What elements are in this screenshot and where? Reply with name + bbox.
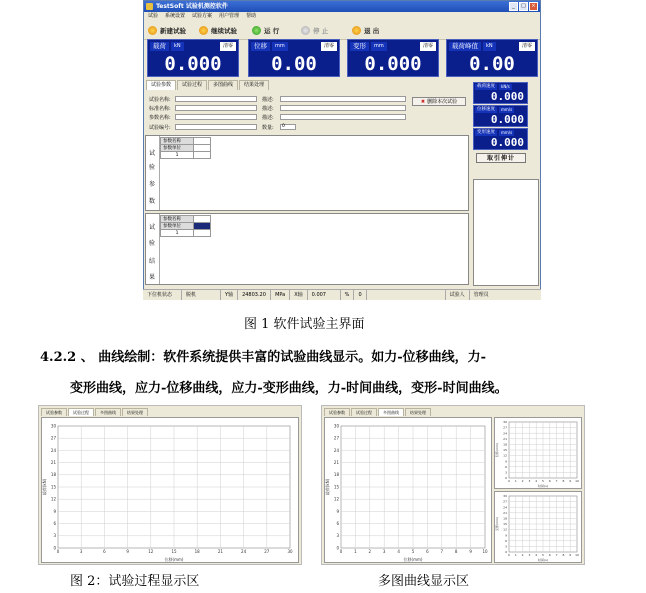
tab-result[interactable]: 结果处理 [239, 80, 269, 90]
y-tick-label: 12 [333, 496, 339, 502]
y-tick-label: 3 [505, 470, 507, 475]
y-tick-label: 24 [50, 447, 56, 453]
tab-test-params[interactable]: 试验参数 [146, 80, 176, 90]
main-tabs [146, 80, 270, 90]
process-display-screenshot [38, 405, 302, 565]
table-cell[interactable] [194, 145, 211, 152]
y-tick-label: 9 [336, 508, 339, 514]
table-cell[interactable] [194, 230, 211, 237]
display-deformation [347, 39, 439, 77]
status-bar [143, 289, 541, 300]
result-preview-area [473, 179, 539, 286]
x-tick-label: 1 [354, 549, 357, 554]
count-label: 数量: [262, 125, 274, 131]
continue-test-label: 继续试验 [211, 26, 237, 35]
y-tick-label: 24 [503, 505, 507, 510]
x-tick-label: 4 [397, 549, 400, 554]
x-tick-label: 10 [575, 553, 579, 557]
desc-input-3[interactable] [280, 114, 406, 120]
multi-top-plot [495, 418, 581, 488]
x-tick-label: 4 [535, 553, 538, 557]
y-tick-label: 24 [503, 431, 507, 436]
x-tick-label: 2 [521, 553, 524, 557]
y-tick-label: 12 [503, 527, 507, 532]
x-tick-label: 6 [548, 479, 551, 483]
stop-icon [301, 26, 310, 35]
tab-test-process[interactable]: 试验过程 [68, 408, 94, 416]
y-tick-label: 9 [505, 459, 507, 464]
x-tick-label: 8 [562, 553, 565, 557]
exit-label: 退 出 [364, 26, 380, 35]
menu-bar [144, 12, 540, 21]
param-table-panel [145, 135, 469, 211]
figure3-caption: 多图曲线显示区 [378, 574, 470, 589]
x-tick-label: 6 [426, 549, 429, 554]
new-test-label: 新建试验 [160, 26, 186, 35]
x-tick-label: 0 [339, 549, 343, 554]
x-axis-label: 位移(mm) [164, 557, 184, 562]
x-tick-label: 3 [528, 553, 531, 557]
display-value: 0.000 [364, 53, 422, 75]
test-name-input[interactable] [175, 96, 257, 102]
status-cell: 试验人 [446, 290, 470, 300]
status-cell [367, 290, 446, 300]
y-tick-label: 30 [503, 494, 507, 499]
side-char: 试 [149, 224, 156, 231]
x-tick-label: 7 [555, 479, 558, 483]
process-plot-area [41, 417, 299, 563]
y-tick-label: 3 [505, 544, 507, 549]
tab-test-process[interactable]: 试验过程 [177, 80, 207, 90]
row-number: 1 [161, 230, 194, 237]
rate-value: 0.000 [490, 136, 524, 149]
menu-system-settings[interactable]: 系统设置 [165, 13, 186, 19]
paragraph-line-2: 变形曲线，应力-位移曲线，应力-变形曲线，力-时间曲线，变形-时间曲线。 [70, 381, 508, 396]
table-cell[interactable] [194, 138, 211, 145]
delete-icon: ✖ [420, 99, 426, 105]
x-axis-label: 时间(s) [538, 558, 548, 562]
field-label-param-name: 参数名称: [149, 115, 171, 121]
multi-curve-screenshot [321, 405, 585, 565]
y-tick-label: 18 [503, 442, 507, 447]
rate-panel-load [473, 82, 528, 104]
title-bar [144, 1, 540, 12]
clear-button[interactable]: 清零 [519, 42, 535, 51]
table-header: 参数名称 [161, 138, 194, 145]
y-axis-label: 位移(mm) [495, 442, 499, 458]
y-tick-label: 12 [50, 496, 56, 502]
field-label-test-number: 试验编号: [149, 125, 171, 131]
tab-multi-curve[interactable]: 多图曲线 [95, 408, 121, 416]
rate-unit: kN/s [501, 84, 510, 89]
desc-input-1[interactable] [280, 96, 406, 102]
x-tick-label: 0 [56, 549, 60, 554]
y-tick-label: 3 [53, 533, 56, 539]
y-axis-label: 载荷(kN) [325, 478, 330, 496]
multi-tabs [324, 408, 432, 416]
test-number-input[interactable] [175, 124, 257, 130]
x-tick-label: 3 [382, 549, 386, 554]
y-tick-label: 30 [333, 423, 339, 429]
display-peak-load [446, 39, 538, 77]
x-tick-label: 5 [411, 549, 415, 554]
field-label-test-name: 试验名称: [149, 97, 171, 103]
tab-multi-curve[interactable]: 多图曲线 [208, 80, 238, 90]
y-tick-label: 0 [505, 550, 507, 555]
x-tick-label: 9 [126, 549, 129, 554]
side-char: 试 [149, 150, 156, 157]
rate-label: 变形速度 [477, 130, 495, 135]
menu-test-scheme[interactable]: 试验方案 [192, 13, 213, 19]
app-icon [146, 3, 153, 10]
y-tick-label: 9 [53, 508, 56, 514]
x-tick-label: 9 [569, 479, 572, 483]
status-cell: 0.007 [308, 290, 341, 300]
display-displacement [248, 39, 340, 77]
x-tick-label: 21 [217, 549, 223, 554]
display-label: 载荷峰值 [449, 42, 481, 51]
desc-input-2[interactable] [280, 105, 406, 111]
x-tick-label: 8 [454, 549, 458, 554]
y-tick-label: 15 [333, 484, 339, 490]
y-tick-label: 21 [503, 510, 507, 515]
param-table [160, 137, 211, 159]
display-load [147, 39, 239, 77]
table-cell[interactable] [194, 152, 211, 159]
y-tick-label: 30 [503, 420, 507, 425]
figure2-caption: 图 2：试验过程显示区 [70, 574, 200, 589]
maximize-button[interactable]: □ [519, 2, 528, 11]
x-tick-label: 3 [79, 549, 83, 554]
y-tick-label: 27 [333, 435, 339, 441]
multi-main-plot [325, 418, 491, 562]
y-tick-label: 18 [333, 472, 339, 478]
table-header: 参数单位 [161, 145, 194, 152]
run-button[interactable] [252, 24, 279, 36]
rate-label: 载荷速度 [477, 84, 495, 89]
result-table [160, 215, 211, 237]
multi-main-plot-area [324, 417, 492, 563]
exit-button[interactable] [352, 24, 379, 36]
y-tick-label: 30 [50, 423, 56, 429]
y-tick-label: 15 [50, 484, 56, 490]
tab-multi-curve[interactable]: 多图曲线 [378, 408, 404, 416]
display-value: 0.000 [164, 53, 222, 75]
x-tick-label: 18 [194, 549, 200, 554]
window-title: TestSoft 试验机测控软件 [156, 3, 228, 10]
display-unit: mm [272, 42, 288, 51]
x-tick-label: 30 [287, 549, 293, 554]
table-cell-selected[interactable] [194, 223, 211, 230]
stop-label: 停 止 [313, 26, 329, 35]
y-tick-label: 18 [50, 472, 56, 478]
y-tick-label: 0 [336, 545, 339, 551]
rate-unit: mm/s [501, 130, 513, 135]
tab-test-params[interactable]: 试验参数 [324, 408, 350, 416]
x-tick-label: 24 [241, 549, 247, 554]
side-char: 验 [149, 240, 156, 247]
x-tick-label: 7 [440, 549, 444, 554]
side-char: 结 [149, 258, 156, 265]
clear-button[interactable]: 清零 [420, 42, 436, 51]
status-cell: Y轴 [221, 290, 238, 300]
display-unit: kN [483, 42, 496, 51]
x-tick-label: 5 [542, 479, 544, 483]
rate-value: 0.000 [490, 90, 524, 103]
rate-panel-displacement [473, 105, 528, 127]
exit-icon [352, 26, 361, 35]
x-tick-label: 1 [514, 479, 517, 483]
desc-label: 描述: [262, 115, 274, 121]
status-cell: X轴 [290, 290, 307, 300]
x-tick-label: 10 [575, 479, 579, 483]
display-unit: kN [171, 42, 184, 51]
play-icon [252, 26, 261, 35]
multi-top-plot-area [494, 417, 582, 489]
x-tick-label: 8 [562, 479, 565, 483]
clear-button[interactable]: 清零 [321, 42, 337, 51]
delete-label: 删除本次试验 [427, 99, 458, 105]
table-header: 参数单位 [161, 223, 194, 230]
y-tick-label: 9 [505, 533, 507, 538]
x-tick-label: 12 [148, 549, 154, 554]
x-tick-label: 1 [514, 553, 517, 557]
table-header: 参数名称 [161, 216, 194, 223]
x-tick-label: 10 [482, 549, 488, 554]
status-cell: 下位机状态 [143, 290, 182, 300]
table-cell[interactable] [194, 216, 211, 223]
y-axis-label: 载荷(kN) [42, 478, 47, 496]
y-tick-label: 21 [503, 436, 507, 441]
x-axis-label: 位移(mm) [403, 557, 423, 562]
y-tick-label: 27 [50, 435, 56, 441]
y-axis-label: 变形(mm) [495, 516, 499, 532]
status-cell: MPa [271, 290, 290, 300]
display-label: 位移 [251, 42, 270, 51]
multi-bottom-plot [495, 492, 581, 562]
process-plot [42, 418, 298, 562]
x-tick-label: 9 [469, 549, 472, 554]
y-tick-label: 0 [505, 476, 507, 481]
param-name-input[interactable] [175, 114, 257, 120]
status-cell: 管理员 [473, 292, 489, 298]
new-test-icon [148, 26, 157, 35]
x-tick-label: 2 [521, 479, 524, 483]
x-tick-label: 2 [368, 549, 372, 554]
display-label: 载荷 [150, 42, 169, 51]
desc-label: 描述: [262, 106, 274, 112]
status-cell: 脱机 [182, 290, 221, 300]
row-number: 1 [161, 152, 194, 159]
x-tick-label: 7 [555, 553, 558, 557]
x-tick-label: 0 [508, 479, 510, 483]
x-tick-label: 27 [264, 549, 270, 554]
x-tick-label: 3 [528, 479, 531, 483]
tab-result[interactable]: 结果处理 [405, 408, 431, 416]
x-tick-label: 6 [548, 553, 551, 557]
y-tick-label: 21 [50, 460, 56, 465]
x-tick-label: 5 [542, 553, 544, 557]
display-label: 变形 [350, 42, 369, 51]
y-tick-label: 18 [503, 516, 507, 521]
y-tick-label: 12 [503, 453, 507, 458]
y-tick-label: 6 [336, 521, 339, 526]
y-tick-label: 0 [53, 545, 56, 551]
figure1-caption: 图 1 软件试验主界面 [244, 317, 365, 332]
y-tick-label: 6 [505, 464, 507, 469]
x-tick-label: 6 [103, 549, 106, 554]
tab-test-process[interactable]: 试验过程 [351, 408, 377, 416]
stop-button[interactable] [301, 24, 328, 36]
multi-bottom-plot-area [494, 491, 582, 563]
standard-name-input[interactable] [175, 105, 257, 111]
count-stepper[interactable]: 0 [280, 124, 296, 130]
field-label-standard-name: 标准名称: [149, 106, 171, 112]
tab-test-params[interactable]: 试验参数 [41, 408, 67, 416]
x-tick-label: 9 [569, 553, 572, 557]
result-side-label [146, 214, 160, 284]
process-tabs [41, 408, 149, 416]
side-char: 数 [149, 198, 156, 205]
continue-test-button[interactable] [199, 24, 237, 36]
minimize-button[interactable]: _ [509, 2, 518, 11]
display-value: 0.00 [271, 53, 317, 75]
x-tick-label: 15 [171, 549, 177, 554]
status-cell: 0 [354, 290, 366, 300]
menu-help[interactable]: 帮助 [246, 13, 257, 19]
y-tick-label: 15 [503, 522, 507, 527]
menu-user-management[interactable]: 用户管理 [219, 13, 240, 19]
y-tick-label: 27 [503, 425, 507, 430]
result-table-panel [145, 213, 469, 285]
delete-test-button[interactable] [412, 97, 466, 106]
rate-value: 0.000 [490, 113, 524, 126]
display-unit: mm [371, 42, 387, 51]
display-value: 0.00 [469, 53, 515, 75]
param-side-label [146, 136, 160, 210]
tab-result[interactable]: 结果处理 [122, 408, 148, 416]
toolbar [144, 21, 540, 40]
continue-test-icon [199, 26, 208, 35]
y-tick-label: 27 [503, 499, 507, 504]
status-cell: 24803.20 [238, 290, 271, 300]
x-tick-label: 4 [535, 479, 538, 483]
y-tick-label: 15 [503, 448, 507, 453]
side-char: 参 [149, 181, 156, 188]
new-test-button[interactable] [148, 24, 186, 36]
run-label: 运 行 [264, 26, 280, 35]
desc-label: 描述: [262, 97, 274, 103]
menu-test[interactable]: 试验 [148, 13, 159, 19]
x-axis-label: 时间(s) [538, 484, 548, 488]
clear-button[interactable]: 清零 [220, 42, 236, 51]
y-tick-label: 6 [53, 521, 56, 526]
paragraph-line-1: 4.2.2 、 曲线绘制：软件系统提供丰富的试验曲线显示。如力-位移曲线，力- [40, 350, 487, 365]
x-tick-label: 0 [508, 553, 510, 557]
y-tick-label: 21 [333, 460, 339, 465]
rate-panel-deformation [473, 128, 528, 150]
rate-unit: mm/s [501, 107, 513, 112]
rate-label: 位移速度 [477, 107, 495, 112]
y-tick-label: 24 [333, 447, 339, 453]
side-char: 验 [149, 164, 156, 171]
y-tick-label: 3 [336, 533, 339, 539]
status-cell: % [341, 290, 355, 300]
extensometer-button[interactable]: 取引伸计 [476, 153, 526, 163]
close-button[interactable]: × [529, 2, 538, 11]
side-char: 果 [149, 274, 156, 281]
y-tick-label: 6 [505, 538, 507, 543]
